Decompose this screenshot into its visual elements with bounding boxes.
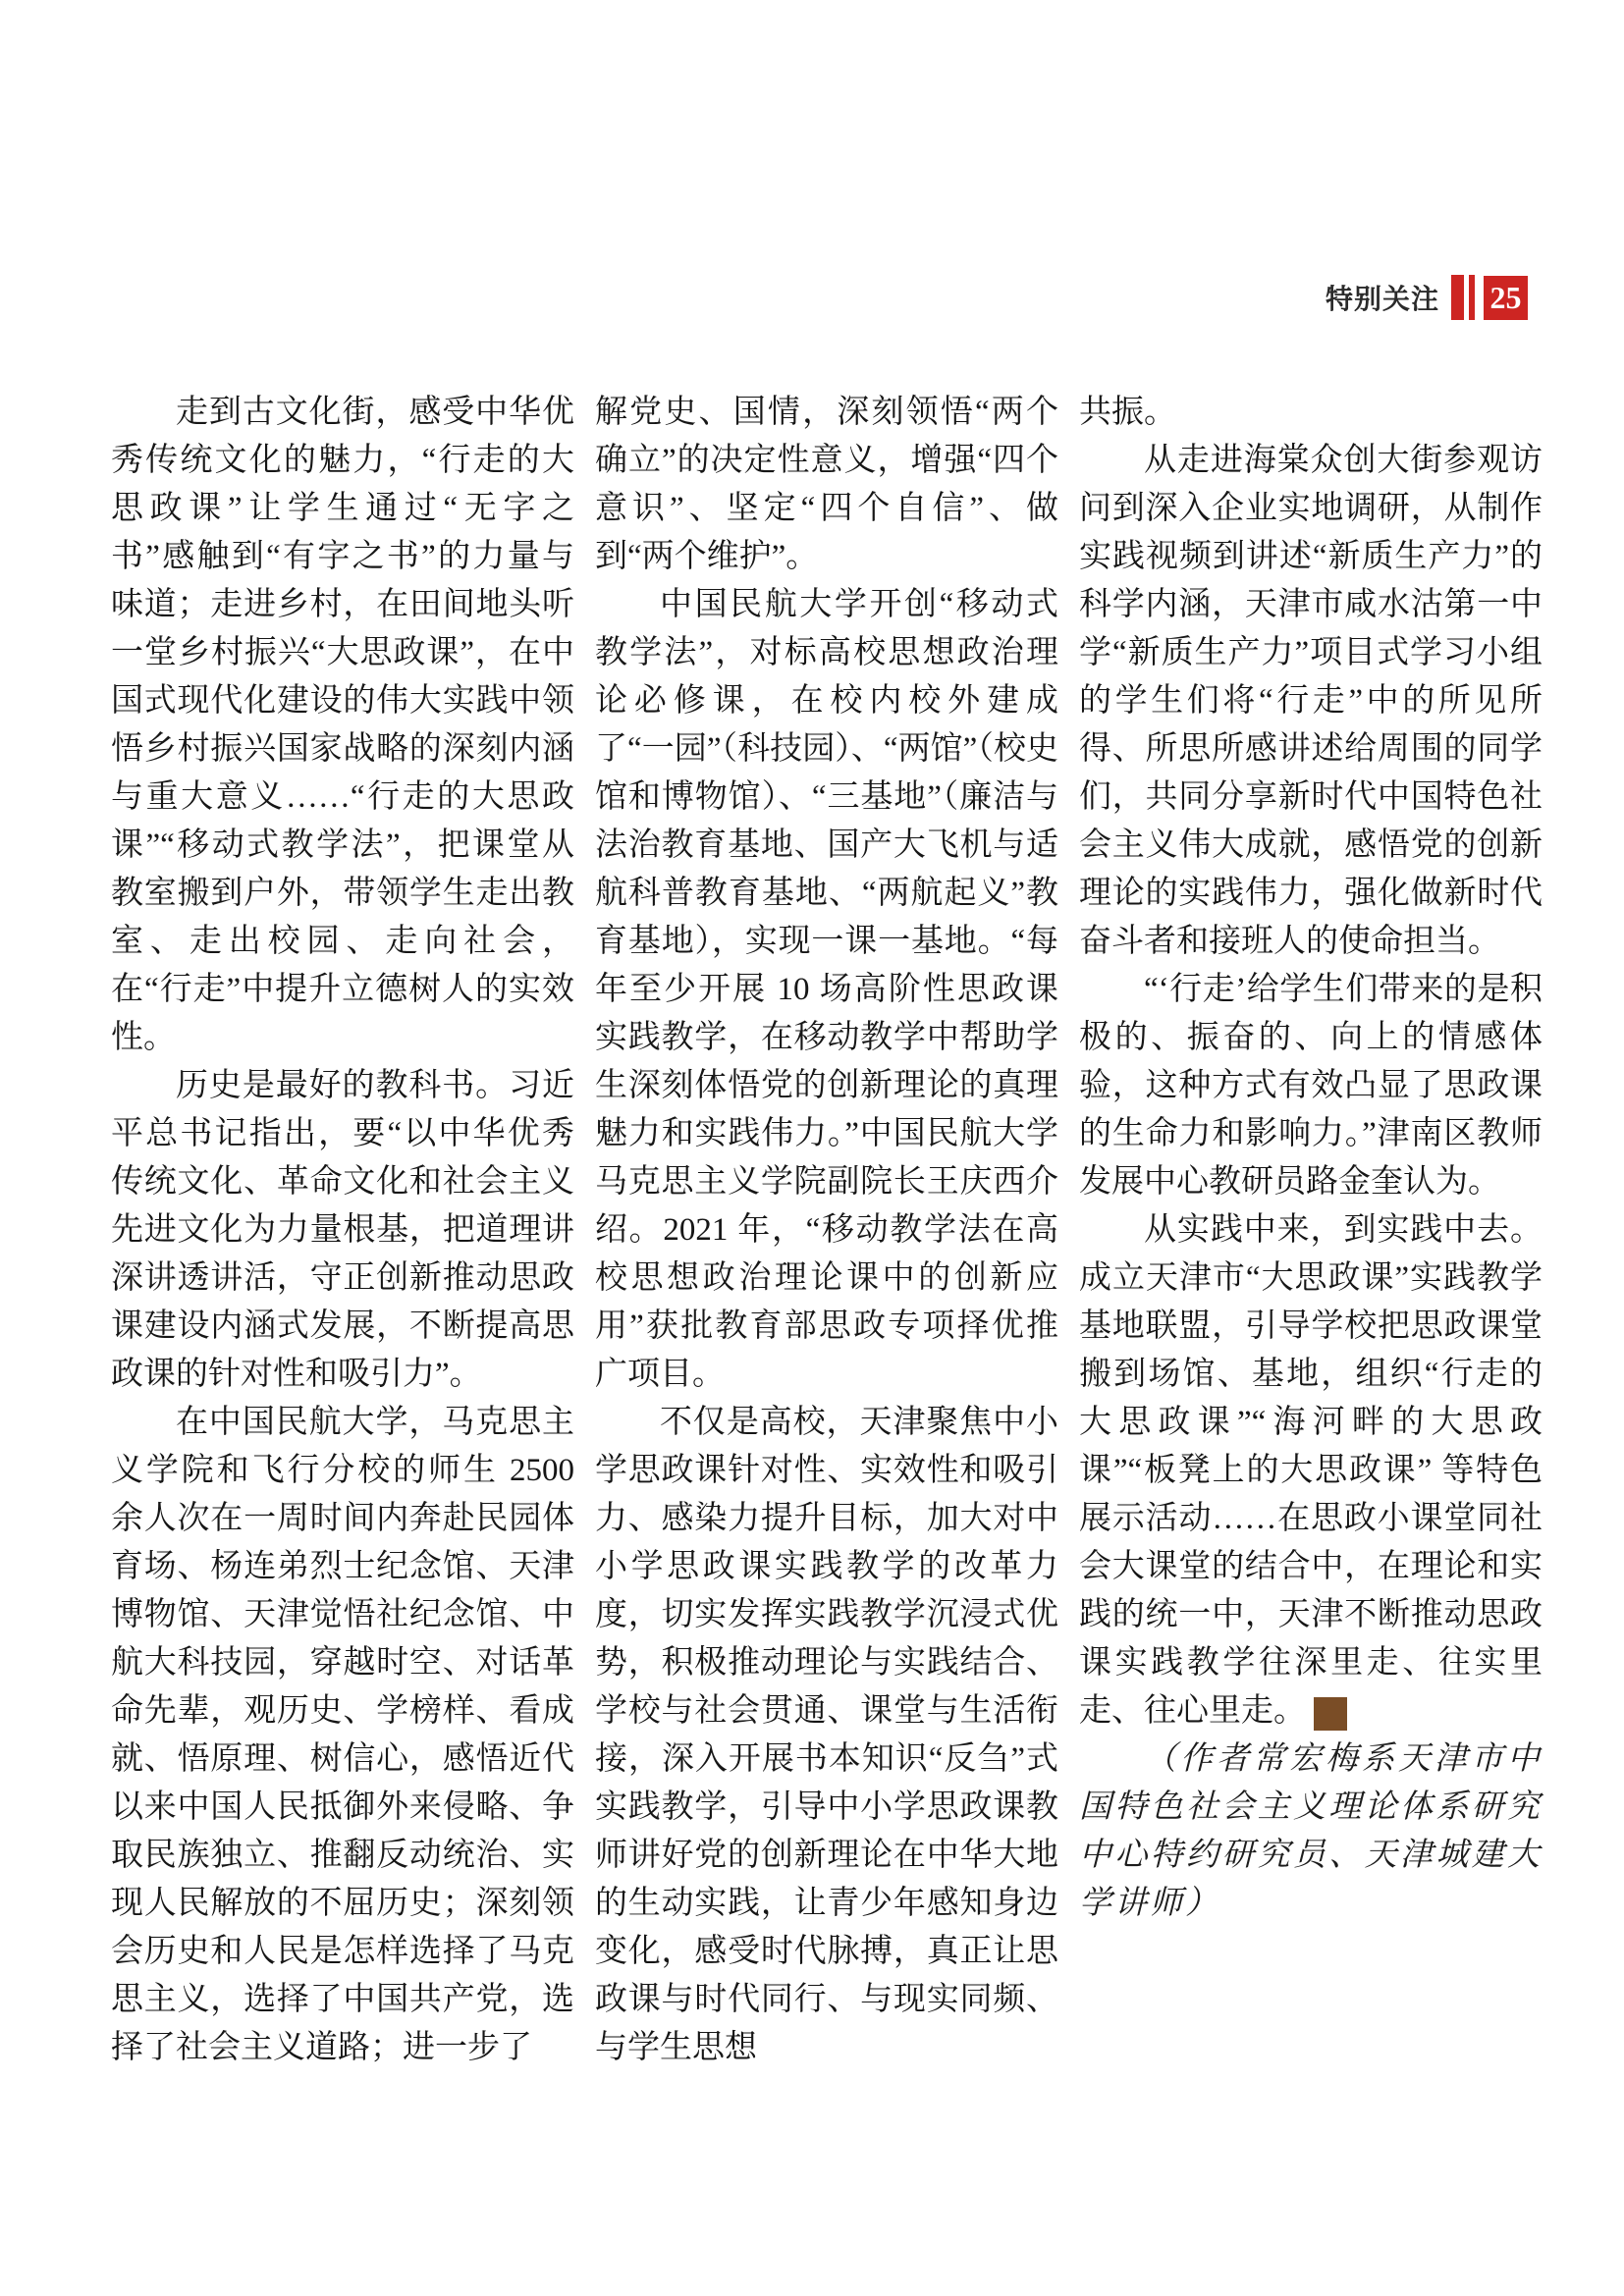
paragraph: 不仅是高校，天津聚焦中小学思政课针对性、实效性和吸引力、感染力提升目标，加大对中小学思政课实践教学的改革力度，切实发挥实践教学沉浸式优势，积极推动理论与实践结合、学校与社会贯通、课堂与生活衔接，深入开展书本知识“反刍”式实践教学，引导中小学思政课教师讲好党的创新理论在中华大地的生动实践，让青少年感知身边变化，感受时代脉搏，真正让思政课与时代同行、与现实同频、与学生思想 (595, 1405, 1058, 2065)
author-note: （作者常宏梅系天津市中国特色社会主义理论体系研究中心特约研究员、天津城建大学讲师） (1079, 1741, 1543, 1921)
page-number-badge: 25 (1484, 276, 1528, 320)
paragraph: 中国民航大学开创“移动式教学法”，对标高校思想政治理论必修课，在校内校外建成了“一园”（科技园）、“两馆”（校史馆和博物馆）、“三基地”（廉洁与法治教育基地、国产大飞机与适航科普教育基地、“两航起义”教育基地），实现一课一基地。“每年至少开展 10 场高阶性思政课实践教学，在移动教学中帮助学生深刻体悟党的创新理论的真理魅力和实践伟力。”中国民航大学马克思主义学院副院长王庆西介绍。2021 年，“移动教学法在高校思想政治理论课中的创新应用”获批教育部思政专项择优推广项目。 (595, 587, 1058, 1392)
paragraph (1079, 1206, 1543, 1735)
paragraph: 从走进海棠众创大街参观访问到深入企业实地调研，从制作实践视频到讲述“新质生产力”的科学内涵，天津市咸水沽第一中学“新质生产力”项目式学习小组的学生们将“行走”中的所见所得、所思所感讲述给周围的同学们，共同分享新时代中国特色社会主义伟大成就，感悟党的创新理论的实践伟力，强化做新时代奋斗者和接班人的使命担当。 (1079, 443, 1543, 959)
paragraph: 在中国民航大学，马克思主义学院和飞行分校的师生 2500 余人次在一周时间内奔赴民园体育场、杨连弟烈士纪念馆、天津博物馆、天津觉悟社纪念馆、中航大科技园，穿越时空、对话革命先辈，观历史、学榜样、看成就、悟原理、树信心，感悟近代以来中国人民抵御外来侵略、争取民族独立、推翻反动统治、实现人民解放的不屈历史；深刻领会历史和人民是怎样选择了马克思主义，选择了中国共产党，选择了社会主义道路；进一步了 (111, 1405, 574, 2065)
red-bar-thick (1451, 275, 1464, 320)
paragraph: “‘行走’给学生们带来的是积极的、振奋的、向上的情感体验，这种方式有效凸显了思政课的生命力和影响力。”津南区教师发展中心教研员路金奎认为。 (1079, 972, 1543, 1200)
section-title: 特别关注 (1326, 284, 1440, 314)
column-2 (595, 389, 1058, 2072)
article-body (111, 389, 1543, 2072)
paragraph-continuation: 解党史、国情，深刻领悟“两个确立”的决定性意义，增强“四个意识”、坚定“四个自信”、做到“两个维护”。 (595, 395, 1058, 574)
article-end-mark: 文 (1314, 1697, 1347, 1731)
paragraph: 历史是最好的教科书。习近平总书记指出，要“以中华优秀传统文化、革命文化和社会主义先进文化为力量根基，把道理讲深讲透讲活，守正创新推动思政课建设内涵式发展，不断提高思政课的针对性和吸引力”。 (111, 1068, 574, 1392)
paragraph-text: 从实践中来，到实践中去。成立天津市“大思政课”实践教学基地联盟，引导学校把思政课堂搬到场馆、基地，组织“行走的大思政课”“海河畔的大思政课”“板凳上的大思政课” 等特色展示活动……在思政小课堂同社会大课堂的结合中，在理论和实践的统一中，天津不断推动思政课实践教学往深里走、往实里走、往心里走。 (1079, 1212, 1543, 1729)
page-header (1326, 275, 1528, 320)
column-3 (1079, 389, 1543, 2072)
column-1 (111, 389, 574, 2072)
red-bar-thin (1469, 275, 1475, 320)
paragraph: 走到古文化街，感受中华优秀传统文化的魅力，“行走的大思政课”让学生通过“无字之书”感触到“有字之书”的力量与味道；走进乡村，在田间地头听一堂乡村振兴“大思政课”，在中国式现代化建设的伟大实践中领悟乡村振兴国家战略的深刻内涵与重大意义……“行走的大思政课”“移动式教学法”，把课堂从教室搬到户外，带领学生走出教室、走出校园、走向社会，在“行走”中提升立德树人的实效性。 (111, 395, 574, 1055)
paragraph-continuation: 共振。 (1079, 395, 1176, 430)
